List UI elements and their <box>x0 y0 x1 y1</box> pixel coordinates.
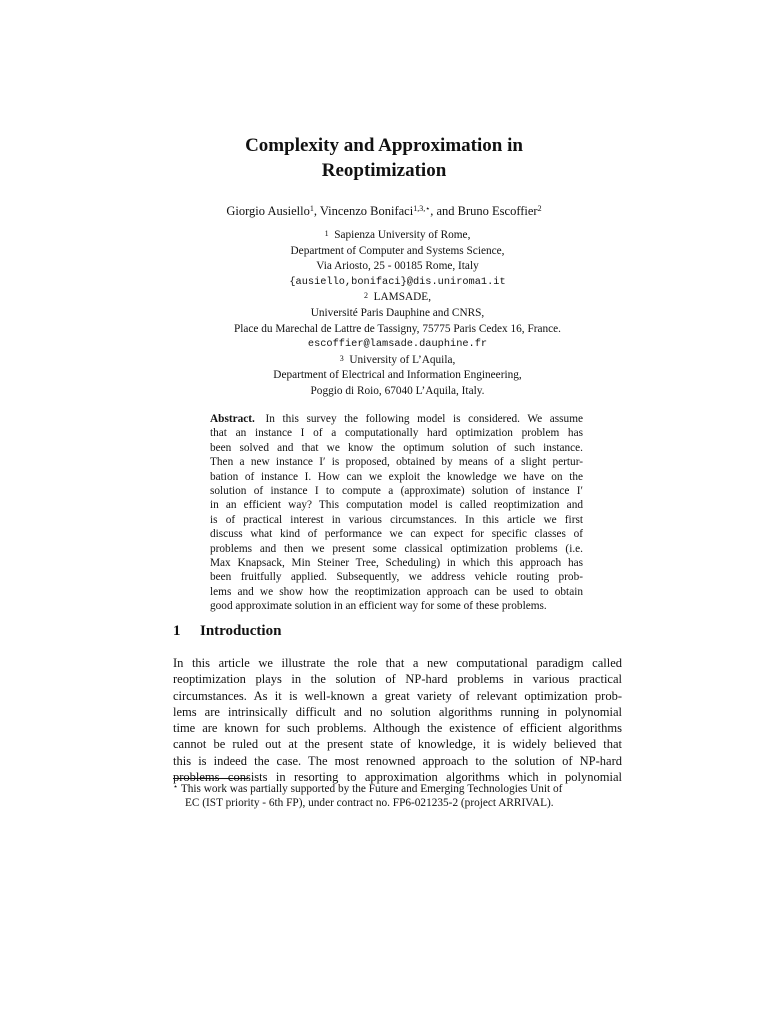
affiliation-line <box>0 353 768 369</box>
abstract-line <box>210 412 583 426</box>
affiliation-mark: 3 <box>339 353 344 363</box>
author-list <box>0 201 768 221</box>
abstract-line: Max Knapsack, Min Steiner Tree, Scheduling) in which this approach has <box>210 557 583 570</box>
affiliation-email: escoffier@lamsade.dauphine.fr <box>307 338 488 351</box>
affiliation-line: Department of Computer and Systems Science, <box>290 244 505 257</box>
abstract-line: Then a new instance I′ is proposed, obtained by means of a slight pertur- <box>210 456 583 469</box>
affiliation-line <box>0 290 768 306</box>
abstract-line: been solved and that we know the optimum solution of such instance. <box>210 441 583 454</box>
abstract-line: bation of instance I. How can we exploit the knowledge we have on the <box>210 470 583 483</box>
author-mark: 1,3,⋆ <box>413 204 431 213</box>
affiliation-line: Via Ariosto, 25 - 00185 Rome, Italy <box>316 260 479 273</box>
author-name: Bruno Escoffier <box>457 204 538 218</box>
abstract-line: is of practical interest in various circumstances. In this article we first <box>210 513 583 526</box>
section-title: Introduction <box>200 623 282 639</box>
affiliation-line: Université Paris Dauphine and CNRS, <box>310 306 485 319</box>
intro-paragraph <box>173 655 622 785</box>
abstract-line: that an instance I of a computationally hard optimization problem has <box>210 427 583 440</box>
author-separator: , <box>313 204 320 218</box>
affiliation-mark: 2 <box>363 291 368 301</box>
author-name: Giorgio Ausiello <box>226 204 310 218</box>
affiliation-text: University of L’Aquila, <box>349 353 456 366</box>
body-line: circumstances. As it is well-known a great variety of relevant optimization prob- <box>173 688 622 703</box>
abstract-line: discuss what kind of performance we can expect for specific classes of <box>210 528 583 541</box>
footnote <box>173 782 622 810</box>
abstract-line: problems and then we present some classical optimization problems (i.e. <box>210 542 583 555</box>
abstract-line: in an efficient way? This computation model is called reoptimization and <box>210 499 583 512</box>
author-name: Vincenzo Bonifaci <box>319 204 414 218</box>
body-line: problems consists in resorting to approximation algorithms which in polynomial <box>173 770 622 785</box>
paper-title <box>0 133 768 183</box>
footnote-line <box>173 782 622 796</box>
abstract <box>210 412 583 614</box>
abstract-line: lems and we show how the reoptimization approach can be used to obtain <box>210 585 583 598</box>
affiliation-block <box>0 228 768 400</box>
body-line: reoptimization plays in the solution of NP-hard problems in various practical <box>173 672 622 687</box>
abstract-text: In this survey the following model is considered. We assume <box>265 413 583 425</box>
footnote-text: This work was partially supported by the Future and Emerging Technologies Unit of <box>180 783 563 795</box>
section-number: 1 <box>173 623 181 639</box>
author-separator: , and <box>430 204 458 218</box>
footnote-rule <box>173 778 248 779</box>
abstract-line: been fruitfully applied. Subsequently, we address vehicle routing prob- <box>210 571 583 584</box>
affiliation-line <box>0 228 768 244</box>
footnote-line: EC (IST priority - 6th FP), under contract no. FP6-021235-2 (project ARRIVAL). <box>185 797 554 810</box>
section-heading <box>173 623 281 640</box>
footnote-mark: ⋆ <box>173 782 179 791</box>
abstract-line: solution of instance I to compute a (approximate) solution of instance I′ <box>210 485 583 498</box>
abstract-line: good approximate solution in an efficient way for some of these problems. <box>210 600 547 613</box>
affiliation-line: Place du Marechal de Lattre de Tassigny, 75775 Paris Cedex 16, France. <box>233 322 562 335</box>
body-line: In this article we illustrate the role that a new computational paradigm called <box>173 656 622 670</box>
body-line: this is indeed the case. The most renowned approach to the solution of NP-hard <box>173 753 622 768</box>
affiliation-text: LAMSADE, <box>373 291 432 304</box>
abstract-label: Abstract. <box>210 413 255 425</box>
title-line-2: Reoptimization <box>321 160 447 181</box>
affiliation-text: Sapienza University of Rome, <box>334 229 471 241</box>
body-line: lems are intrinsically difficult and no solution algorithms running in polynomial <box>173 704 622 719</box>
affiliation-line: Department of Electrical and Information Engineering, <box>273 369 522 382</box>
author-mark: 1 <box>309 204 314 213</box>
affiliation-mark: 1 <box>324 229 329 238</box>
body-line: time are known for such problems. Although the existence of efficient algorithms <box>173 721 622 736</box>
author-mark: 2 <box>537 204 542 213</box>
affiliation-line: Poggio di Roio, 67040 L’Aquila, Italy. <box>310 384 485 397</box>
title-line-1: Complexity and Approximation in <box>245 135 523 156</box>
body-line: cannot be ruled out at the present state of knowledge, it is widely believed that <box>173 737 622 752</box>
affiliation-email: {ausiello,bonifaci}@dis.uniroma1.it <box>289 275 506 288</box>
